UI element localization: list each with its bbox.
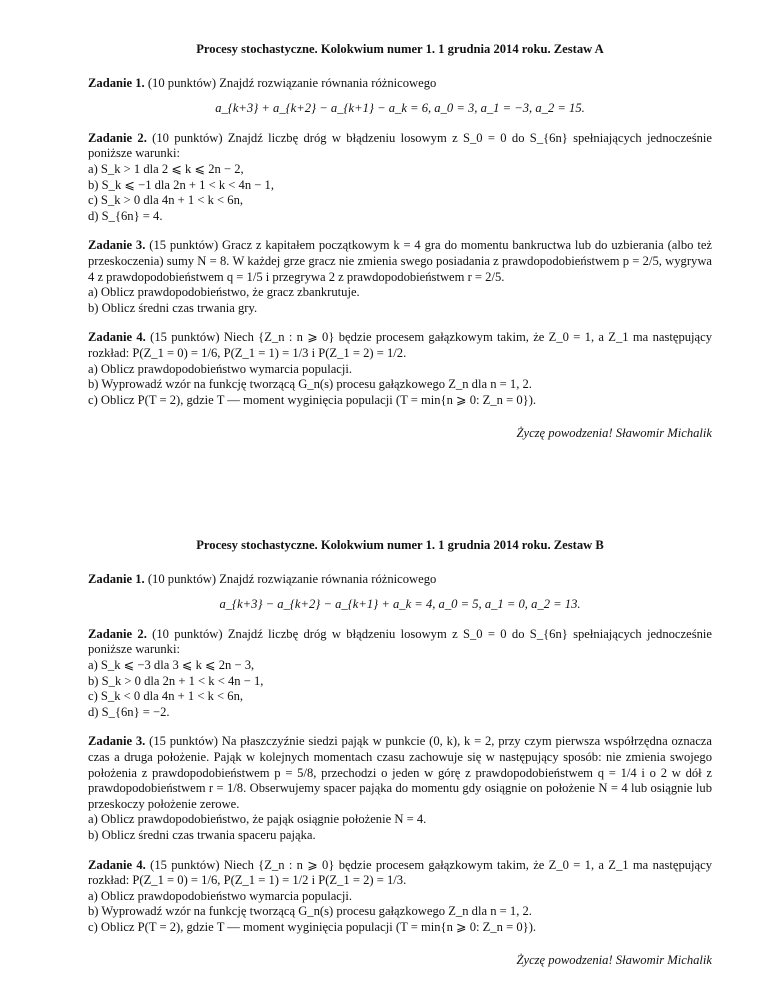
condition-item: c) S_k > 0 dla 4n + 1 < k < 6n, xyxy=(88,193,244,208)
task-heading: Zadanie 3. xyxy=(88,238,146,253)
subtask-item: b) Wyprowadź wzór na funkcję tworzącą G_n(s) procesu gałązkowego Z_n dla n = 1, 2. xyxy=(88,904,532,919)
subtask-item: a) Oblicz prawdopodobieństwo, że pająk osiągnie położenie N = 4. xyxy=(88,812,427,827)
subtask-item: a) Oblicz prawdopodobieństwo wymarcia populacji. xyxy=(88,361,353,376)
task-heading: Zadanie 4. xyxy=(88,857,146,872)
task-text: (10 punktów) Znajdź rozwiązanie równania różnicowego xyxy=(147,75,437,90)
exam-section-a xyxy=(88,42,712,442)
task-text: (10 punktów) Znajdź liczbę dróg w błądzeniu losowym z S_0 = 0 do S_{6n} spełniających jednocześnie poniższe warunki: xyxy=(88,130,712,161)
task-heading: Zadanie 1. xyxy=(88,75,145,90)
task-4 xyxy=(88,330,712,408)
task-4 xyxy=(88,858,712,936)
subtask-item: b) Oblicz średni czas trwania spaceru pająka. xyxy=(88,827,316,842)
task-text: (15 punktów) Niech {Z_n : n ⩾ 0} będzie procesem gałązkowym takim, że Z_0 = 1, a Z_1 ma następujący rozkład: P(Z_1 = 0) = 1/6, P(Z_1 = 1) = 1/2 i P(Z_1 = 2) = 1/3. xyxy=(88,857,713,888)
condition-item: c) S_k < 0 dla 4n + 1 < k < 6n, xyxy=(88,689,244,704)
condition-item: d) S_{6n} = 4. xyxy=(88,208,163,223)
condition-item: a) S_k > 1 dla 2 ⩽ k ⩽ 2n − 2, xyxy=(88,161,244,176)
section-title: Procesy stochastyczne. Kolokwium numer 1. 1 grudnia 2014 roku. Zestaw A xyxy=(196,42,604,56)
exam-section-b xyxy=(88,538,712,969)
task-3 xyxy=(88,734,712,843)
task-1 xyxy=(88,76,712,117)
condition-item: d) S_{6n} = −2. xyxy=(88,704,170,719)
difference-equation: a_{k+3} − a_{k+2} − a_{k+1} + a_k = 4, a_0 = 5, a_1 = 0, a_2 = 13. xyxy=(219,597,581,612)
signature: Życzę powodzenia! Sławomir Michalik xyxy=(516,953,712,968)
condition-item: b) S_k > 0 dla 2n + 1 < k < 4n − 1, xyxy=(88,673,264,688)
difference-equation: a_{k+3} + a_{k+2} − a_{k+1} − a_k = 6, a_0 = 3, a_1 = −3, a_2 = 15. xyxy=(215,101,585,116)
subtask-item: c) Oblicz P(T = 2), gdzie T — moment wyginięcia populacji (T = min{n ⩾ 0: Z_n = 0}). xyxy=(88,392,537,407)
task-heading: Zadanie 4. xyxy=(88,330,146,345)
section-title: Procesy stochastyczne. Kolokwium numer 1. 1 grudnia 2014 roku. Zestaw B xyxy=(196,538,604,552)
condition-item: a) S_k ⩽ −3 dla 3 ⩽ k ⩽ 2n − 3, xyxy=(88,657,255,672)
condition-item: b) S_k ⩽ −1 dla 2n + 1 < k < 4n − 1, xyxy=(88,177,274,192)
signature: Życzę powodzenia! Sławomir Michalik xyxy=(516,426,712,441)
task-text: (10 punktów) Znajdź liczbę dróg w błądzeniu losowym z S_0 = 0 do S_{6n} spełniających jednocześnie poniższe warunki: xyxy=(88,626,712,657)
task-text: (15 punktów) Gracz z kapitałem początkowym k = 4 gra do momentu bankructwa lub do uzbierania (albo też przeskoczenia) sumy N = 8. W każdej grze gracz nie zmienia swego posiadania z prawdopodobieństwem p = 2/5, wygrywa 4 z prawdopodobieństwem q = 1/5 i przegrywa 2 z prawdopodobieństwem r = 2/5. xyxy=(88,238,713,284)
task-heading: Zadanie 2. xyxy=(88,626,147,641)
subtask-item: b) Wyprowadź wzór na funkcję tworzącą G_n(s) procesu gałązkowego Z_n dla n = 1, 2. xyxy=(88,377,532,392)
task-2 xyxy=(88,627,712,721)
task-2 xyxy=(88,131,712,225)
task-text: (10 punktów) Znajdź rozwiązanie równania różnicowego xyxy=(147,571,437,586)
task-1 xyxy=(88,572,712,613)
task-text: (15 punktów) Niech {Z_n : n ⩾ 0} będzie procesem gałązkowym takim, że Z_0 = 1, a Z_1 ma następujący rozkład: P(Z_1 = 0) = 1/6, P(Z_1 = 1) = 1/3 i P(Z_1 = 2) = 1/2. xyxy=(88,330,713,360)
task-text: (15 punktów) Na płaszczyźnie siedzi pająk w punkcie (0, k), k = 2, przy czym pierwsza współrzędna oznacza czas a druga położenie. Pająk w kolejnych momentach czasu zachowuje się w następujący sposób: nie zmienia swojego położenia z prawdopodobieństwem p = 5/8, przechodzi o jeden w górę z prawdopodobieństwem q = 1/4 i o 2 w dół z prawdopodobieństwem r = 1/8. Obserwujemy spacer pająka do momentu gdy osiągnie on położenie N = 4 lub osiągnie lub przeskoczy położenie zerowe. xyxy=(88,734,712,811)
subtask-item: a) Oblicz prawdopodobieństwo, że gracz zbankrutuje. xyxy=(88,285,360,300)
subtask-item: b) Oblicz średni czas trwania gry. xyxy=(88,300,258,315)
task-3 xyxy=(88,238,712,316)
task-heading: Zadanie 2. xyxy=(88,130,147,145)
subtask-item: c) Oblicz P(T = 2), gdzie T — moment wyginięcia populacji (T = min{n ⩾ 0: Z_n = 0}). xyxy=(88,919,537,934)
task-heading: Zadanie 1. xyxy=(88,571,145,586)
subtask-item: a) Oblicz prawdopodobieństwo wymarcia populacji. xyxy=(88,888,353,903)
task-heading: Zadanie 3. xyxy=(88,734,146,749)
